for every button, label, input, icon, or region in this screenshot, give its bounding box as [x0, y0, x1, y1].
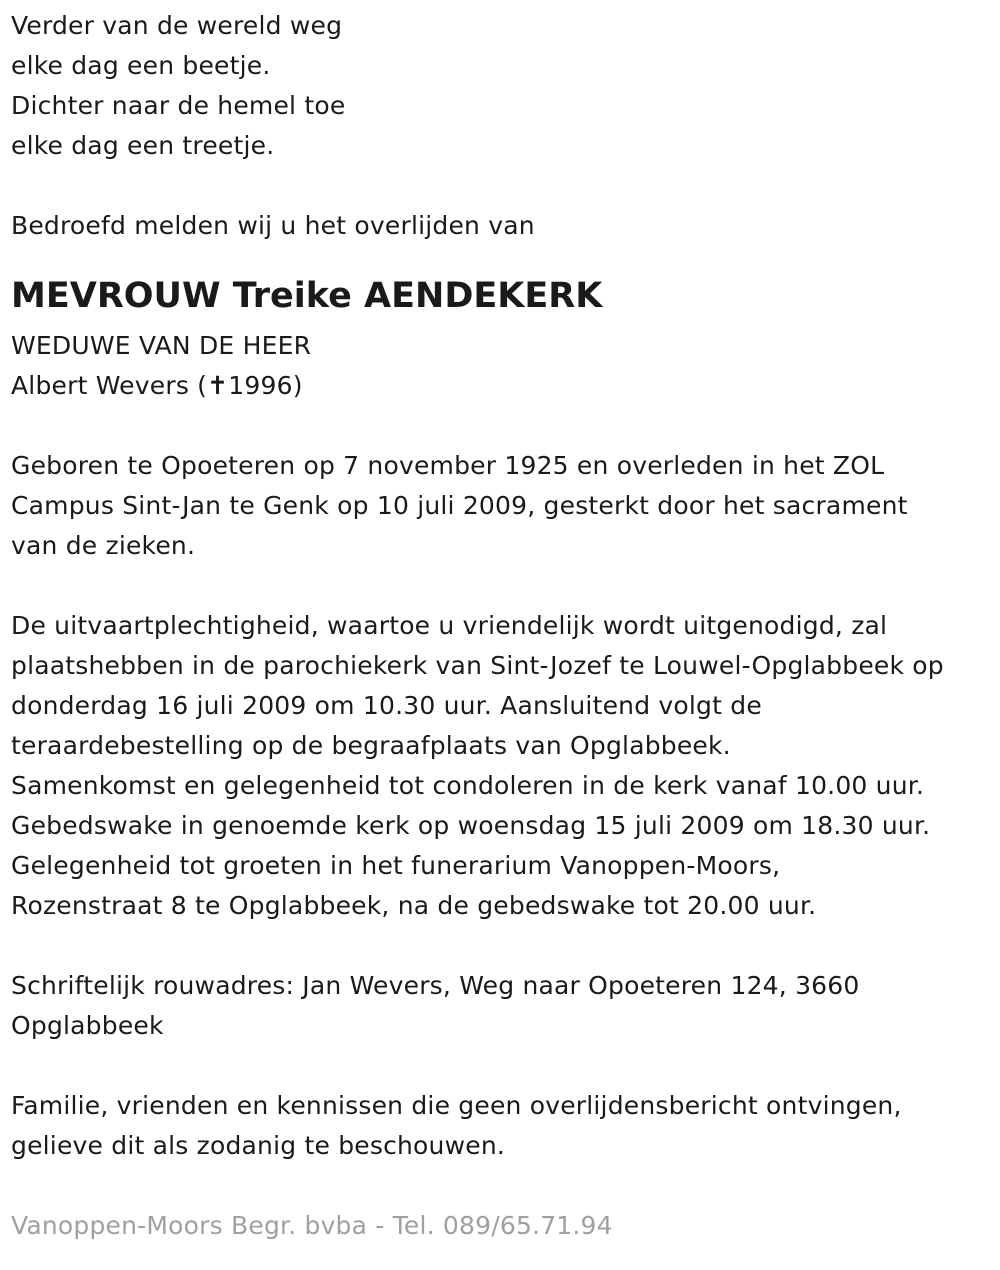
spacer [11, 1166, 991, 1206]
paragraph-line: Rozenstraat 8 te Opglabbeek, na de gebedswake tot 20.00 uur. [11, 891, 817, 920]
husband-name: Albert Wevers ( [11, 371, 208, 400]
paragraph-line: Campus Sint-Jan te Genk op 10 juli 2009, gesterkt door het sacrament [11, 491, 908, 520]
poem-line: Verder van de wereld weg [11, 11, 343, 40]
paragraph-line: donderdag 16 juli 2009 om 10.30 uur. Aansluitend volgt de [11, 691, 762, 720]
poem-line: elke dag een treetje. [11, 131, 275, 160]
husband-death-year: 1996) [228, 371, 303, 400]
spacer [11, 406, 991, 446]
paragraph-line: Gebedswake in genoemde kerk op woensdag 15 juli 2009 om 18.30 uur. [11, 811, 931, 840]
spacer [11, 166, 991, 206]
paragraph-line: Schriftelijk rouwadres: Jan Wevers, Weg naar Opoeteren 124, 3660 [11, 971, 860, 1000]
poem [11, 6, 991, 166]
paragraph-line: van de zieken. [11, 531, 196, 560]
intro-text: Bedroefd melden wij u het overlijden van [11, 211, 535, 240]
paragraph-line: Opglabbeek [11, 1011, 164, 1040]
paragraph-line: Geboren te Opoeteren op 7 november 1925 en overleden in het ZOL [11, 451, 885, 480]
cross-icon: ✝ [207, 371, 229, 400]
notice-paragraph [11, 1086, 991, 1166]
spacer [11, 926, 991, 966]
poem-line: elke dag een beetje. [11, 51, 271, 80]
address-paragraph [11, 966, 991, 1046]
obituary-document [11, 6, 991, 1246]
poem-line: Dichter naar de hemel toe [11, 91, 346, 120]
paragraph-line: Gelegenheid tot groeten in het funerarium Vanoppen-Moors, [11, 851, 781, 880]
birth-paragraph [11, 446, 991, 566]
paragraph-line: gelieve dit als zodanig te beschouwen. [11, 1131, 506, 1160]
paragraph-line: teraardebestelling op de begraafplaats van Opglabbeek. [11, 731, 731, 760]
spacer [11, 566, 991, 606]
spacer [11, 246, 991, 266]
paragraph-line: Samenkomst en gelegenheid tot condoleren in de kerk vanaf 10.00 uur. [11, 771, 925, 800]
deceased-name: MEVROUW Treike AENDEKERK [11, 276, 603, 316]
paragraph-line: plaatshebben in de parochiekerk van Sint-Jozef te Louwel-Opglabbeek op [11, 651, 944, 680]
paragraph-line: Familie, vrienden en kennissen die geen overlijdensbericht ontvingen, [11, 1091, 902, 1120]
spacer [11, 1046, 991, 1086]
husband-line [11, 366, 991, 406]
widow-of: WEDUWE VAN DE HEER [11, 331, 312, 360]
funeral-paragraph [11, 606, 991, 926]
funeral-home-footer: Vanoppen-Moors Begr. bvba - Tel. 089/65.71.94 [11, 1211, 613, 1240]
paragraph-line: De uitvaartplechtigheid, waartoe u vriendelijk wordt uitgenodigd, zal [11, 611, 888, 640]
